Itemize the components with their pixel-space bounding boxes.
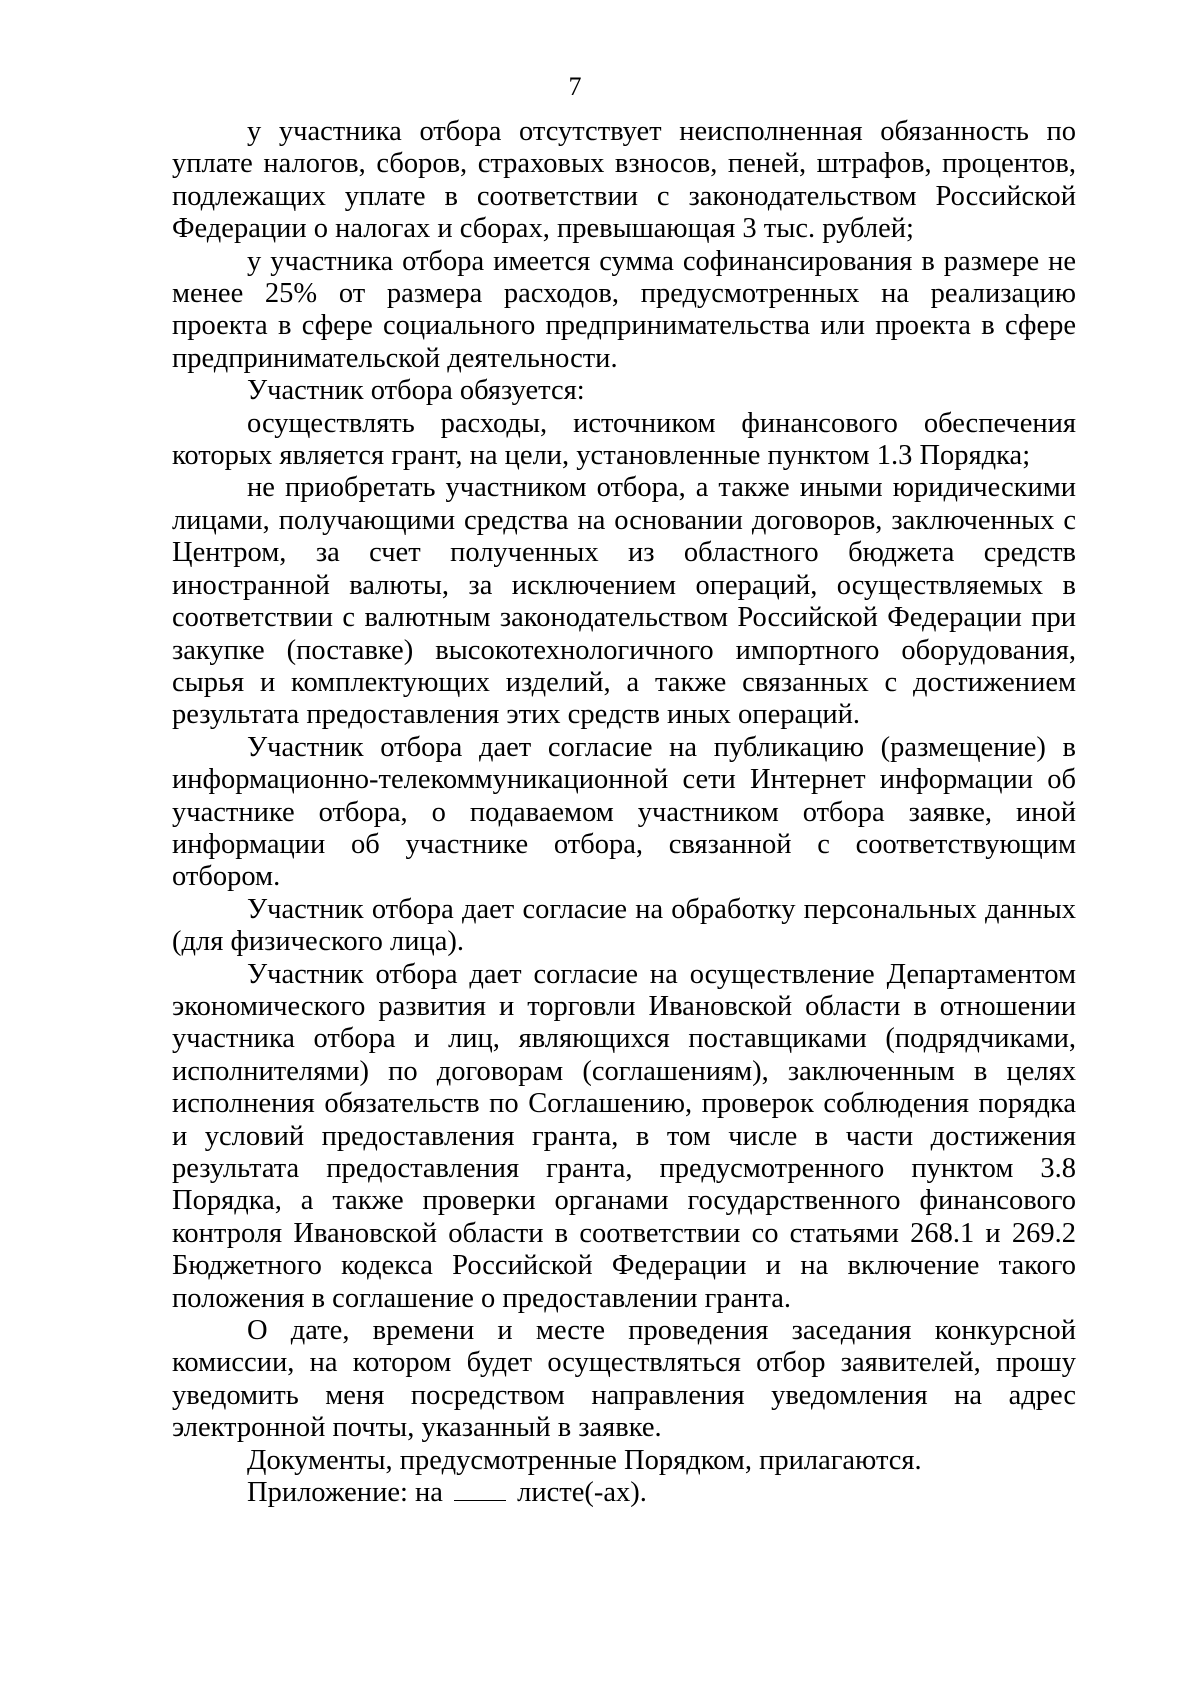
document-body (172, 116, 1076, 1509)
paragraph-personal-data-consent: Участник отбора дает согласие на обработку персональных данных (для физического лица). (172, 893, 1076, 958)
attachment-prefix: Приложение: на (247, 1477, 443, 1509)
paragraph-notification-request: О дате, времени и месте проведения заседания конкурсной комиссии, на котором будет осуществляться отбор заявителей, прошу уведомить меня посредством направления уведомления на адрес электронной почты, указанный в заявке. (172, 1315, 1076, 1444)
attachment-suffix: листе(-ах). (517, 1477, 647, 1509)
paragraph-no-tax-debt: у участника отбора отсутствует неисполненная обязанность по уплате налогов, сборов, страховых взносов, пеней, штрафов, процентов, подлежащих уплате в соответствии с законодательством Российской Федерации о налогах и сборах, превышающая 3 тыс. рублей; (172, 116, 1076, 245)
page-number: 7 (568, 72, 582, 101)
paragraph-inspection-consent: Участник отбора дает согласие на осуществление Департаментом экономического развития и торговли Ивановской области в отношении участника отбора и лиц, являющихся поставщиками (подрядчиками, исполнителями) по договорам (соглашениям), заключенным в целях исполнения обязательств по Соглашению, проверок соблюдения порядка и условий предоставления гранта, в том числе в части достижения результата предоставления гранта, предусмотренного пунктом 3.8 Порядка, а также проверки органами государственного финансового контроля Ивановской области в соответствии со статьями 268.1 и 269.2 Бюджетного кодекса Российской Федерации и на включение такого положения в соглашение о предоставлении гранта. (172, 958, 1076, 1314)
paragraph-expenses-purpose: осуществлять расходы, источником финансового обеспечения которых является грант, на цели, установленные пунктом 1.3 Порядка; (172, 407, 1076, 472)
paragraph-publication-consent: Участник отбора дает согласие на публикацию (размещение) в информационно-телекоммуникационной сети Интернет информации об участнике отбора, о подаваемом участником отбора заявке, иной информации об участнике отбора, связанной с соответствующим отбором. (172, 731, 1076, 893)
paragraph-cofinancing: у участника отбора имеется сумма софинансирования в размере не менее 25% от размера расходов, предусмотренных на реализацию проекта в сфере социального предпринимательства или проекта в сфере предпринимательской деятельности. (172, 245, 1076, 374)
sheet-count-blank (454, 1499, 506, 1501)
paragraph-foreign-currency: не приобретать участником отбора, а также иными юридическими лицами, получающими средства на основании договоров, заключенных с Центром, за счет полученных из областного бюджета средств иностранной валюты, за исключением операций, осуществляемых в соответствии с валютным законодательством Российской Федерации при закупке (поставке) высокотехнологичного импортного оборудования, сырья и комплектующих изделий, а также связанных с достижением результата предоставления этих средств иных операций. (172, 472, 1076, 731)
paragraph-attachment-sheets (172, 1477, 1076, 1509)
paragraph-documents-attached: Документы, предусмотренные Порядком, прилагаются. (247, 1444, 922, 1476)
paragraph-obligations-intro: Участник отбора обязуется: (247, 375, 585, 407)
